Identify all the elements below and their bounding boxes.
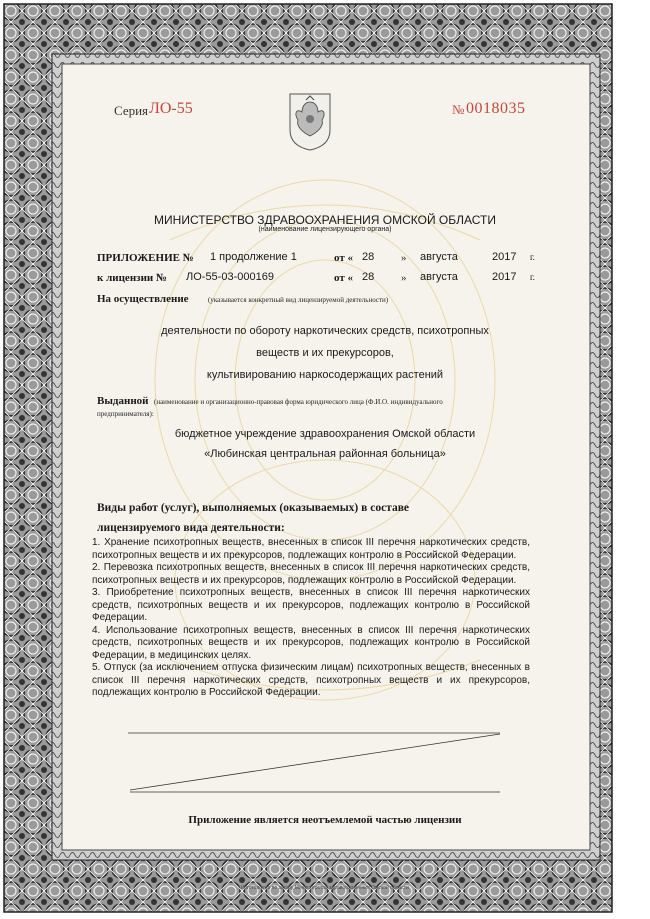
license-close: » [401,272,407,284]
number-value: 0018035 [466,100,526,117]
issued-caption-1: (наименование и организационно-правовая форма юридического лица (Ф.И.О. индивидуального [154,398,443,406]
license-month: августа [420,271,458,283]
series-value: ЛО-55 [149,100,193,117]
activity-caption: (указывается конкретный вид лицензируемой деятельности) [208,296,389,304]
appendix-label: ПРИЛОЖЕНИЕ № [97,252,194,264]
issuer-name: МИНИСТЕРСТВО ЗДРАВООХРАНЕНИЯ ОМСКОЙ ОБЛАСТИ [154,213,496,227]
issued-label: Выданной [97,395,149,407]
license-value: ЛО-55-03-000169 [186,271,274,283]
license-year: 2017 [492,271,517,283]
appendix-value: 1 продолжение 1 [210,251,297,263]
works-item: 4. Использование психотропных веществ, внесенных в список III перечня наркотических средств, психотропных веществ и их прекурсоров, подлежащих контролю в Российской Федерации, в медицинских целях. [92,624,530,661]
activity-line-2: веществ и их прекурсоров, [256,347,394,359]
activity-line-1: деятельности по обороту наркотических средств, психотропных [161,325,489,337]
works-item: 2. Перевозка психотропных веществ, внесенных в список III перечня наркотических средств, психотропных веществ и их прекурсоров, подлежащих контролю в Российской Федерации. [92,562,530,586]
license-day: 28 [362,271,375,283]
series-label: Серия [114,103,149,118]
appendix-day: 28 [362,251,375,263]
printer-note: Изготовлено по заказу Министерства здравоохранения Омской области [241,885,409,891]
appendix-year: 2017 [492,251,517,263]
footer-note: Приложение является неотъемлемой частью лицензии [188,814,462,826]
works-heading-1: Виды работ (услуг), выполняемых (оказываемых) в составе [97,502,410,514]
appendix-close: » [401,252,407,264]
appendix-month: августа [420,251,458,263]
works-item: 5. Отпуск (за исключением отпуска физическим лицам) психотропных веществ, внесенных в список III перечня наркотических средств, психотропных веществ и их прекурсоров, подлежащих контролю в Российской Федерации. [92,662,530,698]
issued-line-1: бюджетное учреждение здравоохранения Омской области [174,428,476,440]
works-heading-2: лицензируемого вида деятельности: [97,522,285,534]
issued-line-2: «Любинская центральная районная больница» [204,448,446,460]
activity-line-3: культивированию наркосодержащих растений [206,369,444,381]
works-item: 1. Хранение психотропных веществ, внесенных в список III перечня наркотических средств, психотропных веществ и их прекурсоров, подлежащих контролю в Российской Федерации. [92,537,530,561]
license-g: г. [530,272,535,282]
activity-label: На осуществление [97,293,189,305]
license-label: к лицензии № [97,272,168,284]
number-symbol: № [452,102,465,117]
appendix-ot: от « [334,252,354,264]
issuer-caption: (наименование лицензирующего органа) [258,226,392,233]
license-ot: от « [334,272,354,284]
works-item: 3. Приобретение психотропных веществ, внесенных в список III перечня наркотических средств, психотропных веществ и их прекурсоров, подлежащих контролю в Российской Федерации. [92,587,530,623]
issued-caption-2: предпринимателя): [97,410,154,418]
appendix-g: г. [530,252,535,262]
